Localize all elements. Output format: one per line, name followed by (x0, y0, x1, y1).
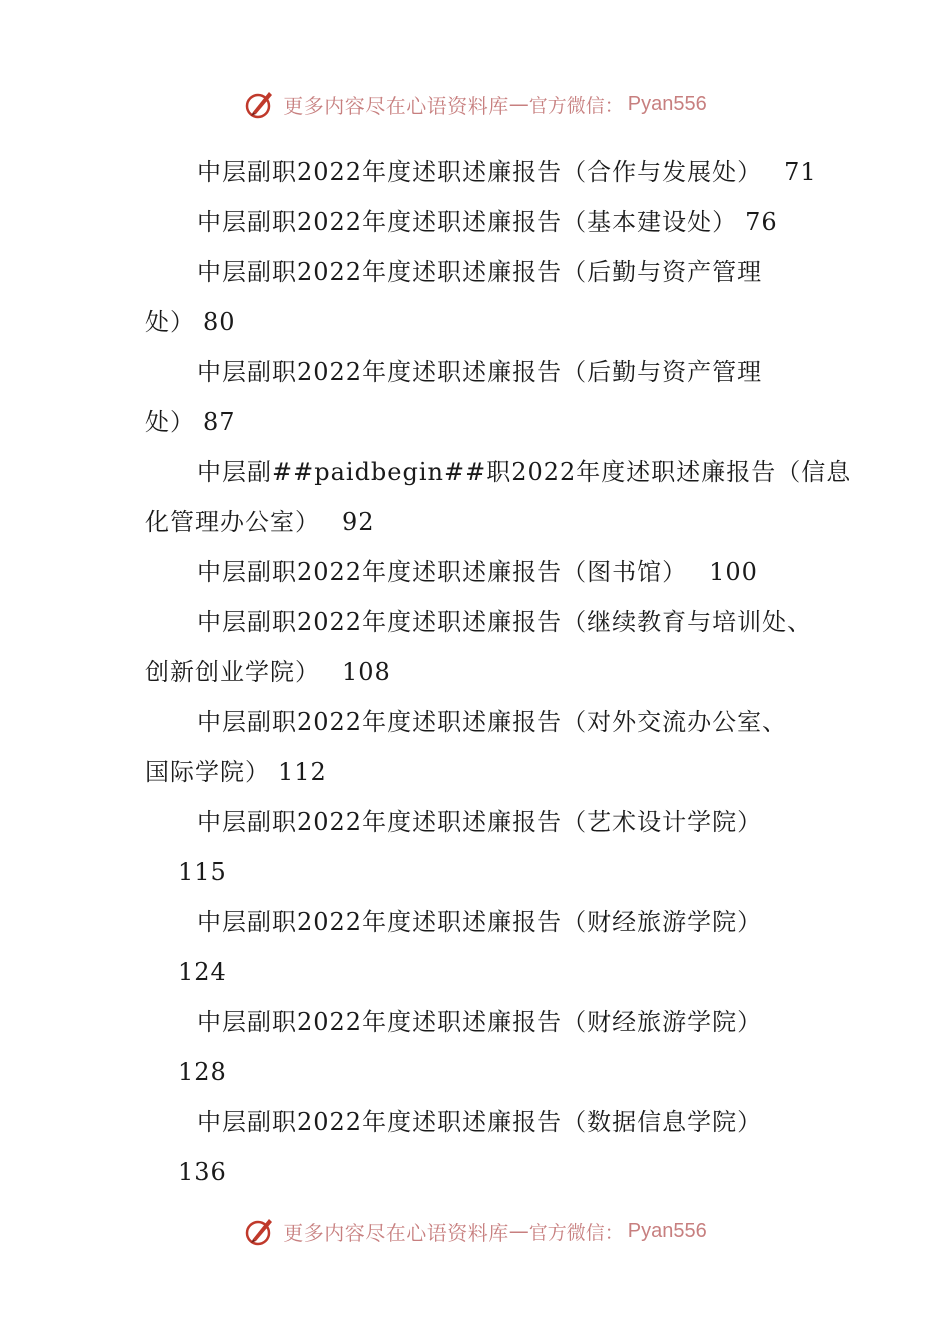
toc-entry-title: 中层副职2022年度述职述廉报告（图书馆） (197, 558, 688, 586)
toc-entry-title: 中层副职2022年度述职述廉报告（艺术设计学院） (197, 808, 763, 836)
toc-entry-title: 中层副职2022年度述职述廉报告（对外交流办公室、 (197, 708, 788, 736)
toc-entry-continuation[interactable] (145, 1047, 825, 1097)
table-of-contents (145, 147, 852, 1197)
toc-entry-title: 中层副职2022年度述职述廉报告（基本建设处） (197, 208, 738, 236)
toc-entry-title: 中层副职2022年度述职述廉报告（财经旅游学院） (197, 908, 763, 936)
watermark-separator: — (508, 1219, 529, 1243)
toc-entry[interactable] (145, 247, 825, 297)
toc-entry-page: 87 (203, 408, 236, 436)
toc-entry-page: 128 (178, 1058, 227, 1086)
toc-entry-page: 71 (784, 158, 817, 186)
toc-entry-title: 中层副##paidbegin##职2022年度述职述廉报告（信息 (197, 458, 852, 486)
toc-entry-continuation[interactable] (145, 947, 825, 997)
toc-entry-page: 112 (278, 758, 327, 786)
toc-entry[interactable] (145, 447, 852, 497)
watermark-label: 官方微信： (528, 94, 624, 117)
toc-entry-title: 中层副职2022年度述职述廉报告（后勤与资产管理 (197, 258, 763, 286)
watermark-account: Pyan556 (627, 1219, 707, 1242)
quill-logo-icon (243, 1214, 277, 1248)
watermark-account: Pyan556 (627, 92, 707, 115)
toc-entry-page: 136 (178, 1158, 227, 1186)
toc-entry-title: 中层副职2022年度述职述廉报告（后勤与资产管理 (197, 358, 763, 386)
toc-entry-page: 100 (709, 558, 758, 586)
toc-entry-page: 108 (342, 658, 391, 686)
toc-entry[interactable] (145, 597, 825, 647)
toc-entry[interactable] (145, 547, 825, 597)
toc-entry[interactable] (145, 1097, 825, 1147)
watermark-text: 更多内容尽在心语资料库 (283, 93, 509, 118)
toc-entry[interactable] (145, 197, 825, 247)
toc-entry-page: 92 (342, 508, 375, 536)
toc-entry-title: 中层副职2022年度述职述廉报告（数据信息学院） (197, 1108, 763, 1136)
watermark-label: 官方微信： (528, 1221, 624, 1244)
watermark-text: 更多内容尽在心语资料库 (283, 1220, 509, 1245)
toc-entry-title: 中层副职2022年度述职述廉报告（合作与发展处） (197, 158, 763, 186)
toc-entry-page: 76 (745, 208, 778, 236)
toc-entry-title: 中层副职2022年度述职述廉报告（财经旅游学院） (197, 1008, 763, 1036)
toc-entry-continuation[interactable] (145, 847, 825, 897)
watermark-banner-top (0, 84, 950, 124)
toc-entry-continuation[interactable] (145, 397, 825, 447)
toc-entry-continuation[interactable] (145, 647, 825, 697)
toc-entry[interactable] (145, 347, 825, 397)
toc-entry[interactable] (145, 147, 825, 197)
toc-entry-title-cont: 国际学院） (145, 758, 270, 786)
watermark-banner-bottom (0, 1211, 950, 1251)
toc-entry-page: 115 (178, 858, 227, 886)
quill-logo-icon (243, 87, 277, 121)
toc-entry-continuation[interactable] (145, 747, 825, 797)
toc-entry-title-cont: 化管理办公室） (145, 508, 320, 536)
toc-entry-page: 124 (178, 958, 227, 986)
toc-entry-title-cont: 处） (145, 408, 195, 436)
toc-entry[interactable] (145, 897, 825, 947)
toc-entry-continuation[interactable] (145, 497, 825, 547)
toc-entry-title: 中层副职2022年度述职述廉报告（继续教育与培训处、 (197, 608, 813, 636)
toc-entry-title-cont: 创新创业学院） (145, 658, 320, 686)
toc-entry-title-cont: 处） (145, 308, 195, 336)
toc-entry-page: 80 (203, 308, 236, 336)
toc-entry-continuation[interactable] (145, 297, 825, 347)
watermark-separator: — (508, 92, 529, 116)
toc-entry[interactable] (145, 797, 825, 847)
toc-entry[interactable] (145, 997, 825, 1047)
toc-entry-continuation[interactable] (145, 1147, 825, 1197)
toc-entry[interactable] (145, 697, 825, 747)
